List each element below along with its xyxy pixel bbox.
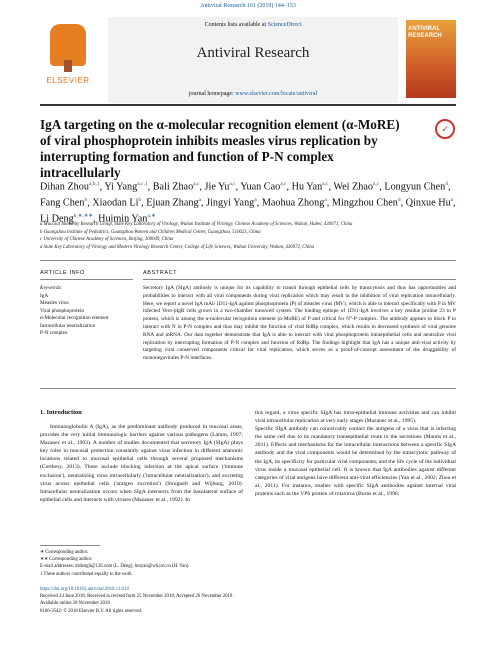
copyright: 0166-3542/ © 2018 Elsevier B.V. All rights reserved. (40, 608, 143, 614)
author-name: Fang Chen (40, 197, 85, 209)
author-name: Hu Yan (291, 181, 323, 193)
author-name: Huimin Yan (98, 213, 148, 225)
abstract-heading: ABSTRACT (143, 270, 178, 276)
journal-reference: Antiviral Research 161 (2019) 144–153 (200, 3, 296, 9)
affiliations (40, 221, 460, 251)
footnote-rule (40, 545, 100, 546)
author-name: Maohua Zhong (261, 197, 325, 209)
article-metadata (40, 586, 340, 615)
author-name: Jie Yu (204, 181, 230, 193)
author-affiliation-marker: a,c (229, 181, 236, 187)
author-affiliation-marker: a,c (193, 181, 200, 187)
author-affiliation-marker: a,c (322, 181, 329, 187)
available-online: Available online 28 November 2018 (40, 601, 110, 607)
contents-line (108, 22, 398, 28)
keyword: Intracellular neutralization (40, 322, 96, 329)
keywords-block (40, 285, 138, 338)
author-affiliation-marker: b,∗,∗∗ (73, 212, 93, 219)
author-affiliation-marker: a (450, 196, 454, 203)
author-name: Longyun Chen (384, 181, 446, 193)
affiliation-d: d State Key Laboratory of Virology and Modern Virology Research Center, College of Life Sciences, Wuhan University, Wuhan, 430072, China (40, 244, 315, 250)
author-affiliation-marker: a,c,1 (137, 181, 148, 187)
author-name: Ejuan Zhang (146, 197, 199, 209)
author-name: Bali Zhao (152, 181, 194, 193)
abstract-bottom-rule (40, 388, 456, 389)
section-heading-introduction: 1. Introduction (40, 409, 82, 416)
footnote: 1 These authors contributed equally to the work. (40, 571, 133, 577)
author-affiliation-marker: d (445, 181, 448, 187)
author-affiliation-marker: a,c (373, 181, 380, 187)
author-list: Dihan Zhou$^{a,b,1}$, Yi Yang$^{a,c,1}$, Bali Zhao$^{a,c}$, Jie Yu$^{a,c}$, Yuan Cao$^{a,c}$, Hu Yan$^{a,c}$, Wei Zhao$^{a,c}$, Longyun Chen$^d$, Fang Chen$^b$, Xiaodan Li$^b$, Ejuan Zhang$^a$, Jingyi Yang$^a$, Maohua Zhong$^a$, Mingzhou Chen$^d$, Qinxue Hu$^a$, Li Deng$^{b,∗,∗∗}$, Huimin Yan$^{a,∗}$ (40, 181, 456, 225)
article-info-rule (40, 279, 133, 280)
author-name: Mingzhou Chen (331, 197, 398, 209)
crossmark-icon[interactable]: ✓ (435, 119, 455, 139)
affiliation-c: c University of Chinese Academy of Sciences, Beijing, 100049, China (40, 237, 174, 242)
footnote: ∗∗ Corresponding author. (40, 557, 93, 563)
affiliation-a: a Mucosal Immunity Research Group, State Key Laboratory of Virology, Wuhan Institute of Virology, Chinese Academy of Sciences, Wuhan, Hubei, 430071, China (40, 222, 353, 227)
author-name: Li Deng (40, 213, 74, 225)
author-name: Yuan Cao (240, 181, 281, 193)
keyword: P-N complex (40, 330, 68, 336)
homepage-prefix: journal homepage: (188, 91, 236, 97)
contents-prefix: Contents lists available at (204, 22, 268, 28)
author-affiliation-marker: a,b,1 (88, 181, 100, 187)
affiliation-b: b Guangzhou Institute of Pediatrics, Guangzhou Women and Children Medical Center, Guangzhou, 510623, China (40, 229, 261, 235)
sciencedirect-link[interactable]: ScienceDirect (267, 22, 302, 28)
author-name: Jingyi Yang (206, 197, 255, 209)
author-name: Xiaodan Li (92, 197, 139, 209)
elsevier-logo (40, 20, 96, 98)
journal-title: Antiviral Research (196, 45, 310, 61)
author-affiliation-marker: a (254, 196, 257, 203)
footnote: ∗ Corresponding author. (40, 550, 89, 555)
journal-cover-image (406, 20, 456, 98)
abstract-rule (143, 279, 456, 280)
author-name: Dihan Zhou (40, 181, 89, 193)
header-rule (40, 104, 456, 106)
author-affiliation-marker: b (138, 196, 142, 203)
article-info-heading: ARTICLE INFO (40, 270, 85, 276)
keyword: α-Molecular recognition element (40, 315, 109, 321)
doi-link[interactable]: https://doi.org/10.1016/j.antiviral.2018.11.014 (40, 587, 129, 592)
abstract-text: Secretory IgA (SIgA) antibody is unique for its capability to transit through epithelial cells by transcytosis and thus has opportunities and probabilities to interact with all viral components during viral replication which may result in the inhibition of viral replication intracellularly. Here, we report a novel IgA mAb 1D11-IgA against phosphoprotein (P) of measles virus (MV), which is able to interact specifically with P in MV infected Vero-pIgR cells grown in a two-chamber transwell system. The binding epitope of 1D11-IgA involves a key residue proline 23 in P protein, which is among the α-molecular recognition element (α-MoRE) of P and critical for N°-P complex. The antibody appears to block P to interact with N in P-N complex and thus may inhibit the function of viral RdRp complex, which results in decreased synthesis of viral genome RNA and mRNA. Our data together demonstrate that IgA is able to interact with viral phosphoprotein intraepithelial cells and neutralize viral replication by interrupting formation of P-N complex and function of RdRp. The findings highlight that IgA has a unique anti-viral activity by targeting viral conserved components critical for viral replication, which serves as a proof-of-concept assessment of the druggability of mononegavirales P-N interfaces. (143, 285, 456, 362)
cover-title: ANTIVIRAL RESEARCH (408, 26, 442, 39)
author-affiliation-marker: a (324, 196, 327, 203)
keyword: Viral phosphoprotein (40, 307, 84, 314)
received-dates: Received 24 June 2018; Received in revised form 25 November 2018; Accepted 26 November 2018 (40, 594, 233, 600)
author-affiliation-marker: a (198, 196, 202, 203)
author-affiliation-marker: b (84, 196, 88, 203)
author-affiliation-marker: a,∗ (147, 212, 156, 219)
affiliations-divider (40, 260, 456, 261)
article-title: IgA targeting on the α-molecular recognition element (α-MoRE) of viral phosphoprotein inhibits measles virus replication by interrupting formation and function of P-N complex intracellularly (40, 117, 400, 180)
author-name: Qinxue Hu (405, 197, 451, 209)
homepage-link[interactable]: www.elsevier.com/locate/antiviral (235, 91, 318, 97)
author-affiliation-marker: a,c (280, 181, 287, 187)
footnotes (40, 549, 270, 578)
intro-column-left: Immunoglobulin A (IgA), as the predominant antibody produced in mucosal areas, provides the very initial immunologic barriers against various pathogens (Lamm, 1997; Mazanec et al., 1993). A number of studies documented that secretory IgA (SIgA) plays key roles in mucosal protection constantly against virus infection in different anatomic locations related to mucosal epithelial cells through several proposed mechanisms (Corthesy, 2013). These include blocking infection at the apical surface ('immune exclusion'), neutralizing virus intracellularly ('intracellular neutralization'), and excreting virus across epithelial cells ('antigen excretion') (Strugnell and Wijburg, 2010). Intracellular neutralization occurs when SIgA intersects from the basolateral surface of epithelial cells and interacts with viruses (Mazanec et al., 1992). In (40, 424, 243, 503)
author-name: Yi Yang (104, 181, 138, 193)
keyword: Measles virus (40, 300, 69, 306)
author-name: Wei Zhao (333, 181, 373, 193)
author-affiliation-marker: d (397, 196, 401, 203)
homepage-line (108, 91, 398, 97)
keyword: IgA (40, 292, 49, 299)
tree-trunk-icon (64, 60, 72, 72)
keywords-label: Keywords: (40, 285, 63, 291)
intro-column-right: this regard, a virus specific SIgA has intra-epithelial immune activities and can inhibit viral intracellular replication at very early stages (Mazanec et al., 1995). Specific SIgA antibody can conceivably contact the antigens of a virus that is infecting the same cell due to its mandatory transepithelial route to the secretions (Mantis et al., 2011). Effects and mechanisms for the intracellular interactions between a specific SIgA antibody and the viral components would be determined by the transcytotic pathway of the IgA, its specificity for particular viral components, and the life cycle of the individual virus inside a mucosal epithelial cell. It is known that IgA antibodies against different categories of viral antigens have different anti-viral efficiencies (Yan et al., 2002; Zhou et al., 2011). For instance, studies with specific SIgA antibodies against internal viral proteins such as the VP6 protein of rotavirus (Burns et al., 1996; (255, 410, 456, 497)
publisher-name: ELSEVIER (46, 76, 90, 85)
footnote: E-mail addresses: drdengli@126.com (L. Deng), hmyan@wh.iov.cn (H. Yan). (40, 564, 190, 570)
